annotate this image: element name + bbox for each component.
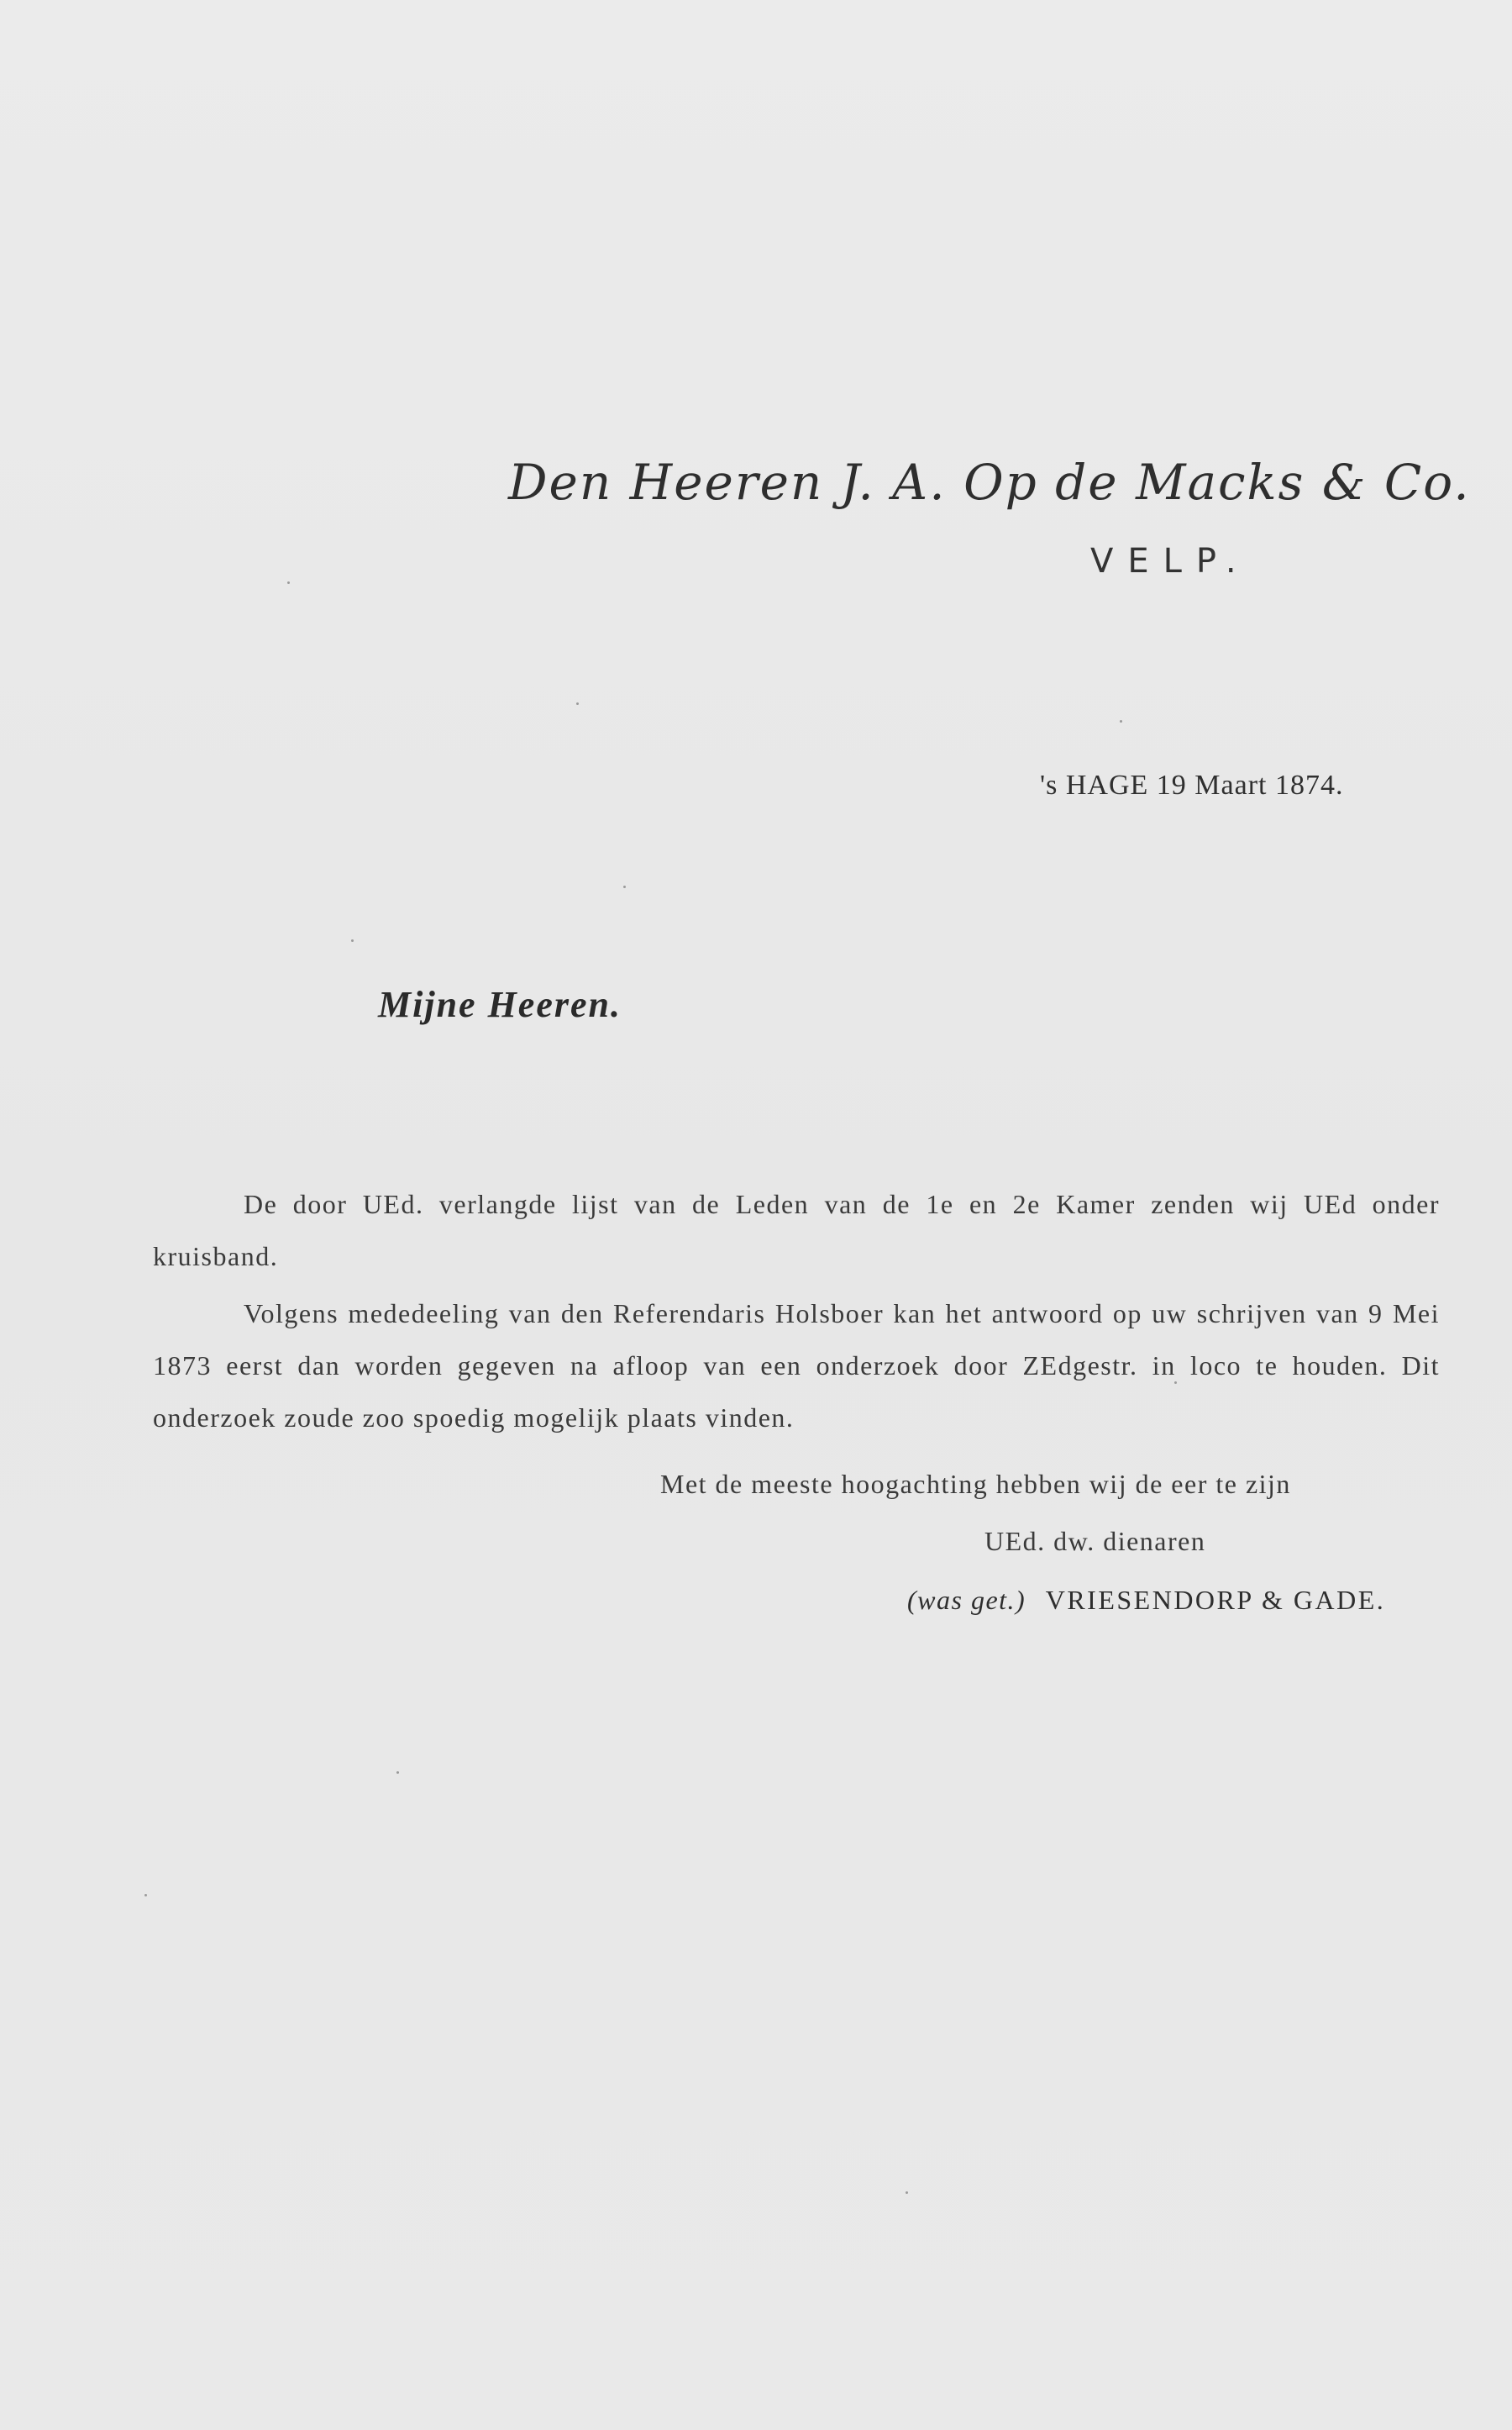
paper-speck [144, 1894, 147, 1896]
paper-speck [623, 886, 626, 888]
closing-servants: UEd. dw. dienaren [984, 1526, 1206, 1556]
paper-speck [351, 939, 354, 942]
signature-prefix: (was get.) [907, 1585, 1026, 1615]
signature-name: VRIESENDORP & GADE. [1045, 1585, 1386, 1615]
salutation: Mijne Heeren. [378, 984, 622, 1025]
paper-speck [396, 1771, 399, 1774]
paper-speck [576, 702, 579, 705]
signature-block [907, 1585, 1385, 1616]
addressee-line: Den Heeren J. A. Op de Macks & Co. [508, 454, 1471, 511]
date-line: 's HAGE 19 Maart 1874. [1040, 770, 1344, 801]
paper-speck [287, 581, 290, 584]
paragraph-1: De door UEd. verlangde lijst van de Leden van de 1e en 2e Kamer zenden wij UEd onder kruisband. [153, 1189, 1440, 1271]
city-line: VELP. [1090, 542, 1251, 581]
letter-body [153, 1178, 1440, 1449]
paragraph-2: Volgens mededeeling van den Referendaris Holsboer kan het antwoord op uw schrijven van 9 Mei 1873 eerst dan worden gegeven na afloop van een onderzoek door ZEdgestr. in loco te houden. Dit onderzoek zoude zoo spoedig mogelijk plaats vinden. [153, 1298, 1440, 1433]
paper-speck [1120, 720, 1122, 723]
closing-line: Met de meeste hoogachting hebben wij de eer te zijn [660, 1469, 1291, 1499]
paper-speck [906, 2191, 908, 2194]
